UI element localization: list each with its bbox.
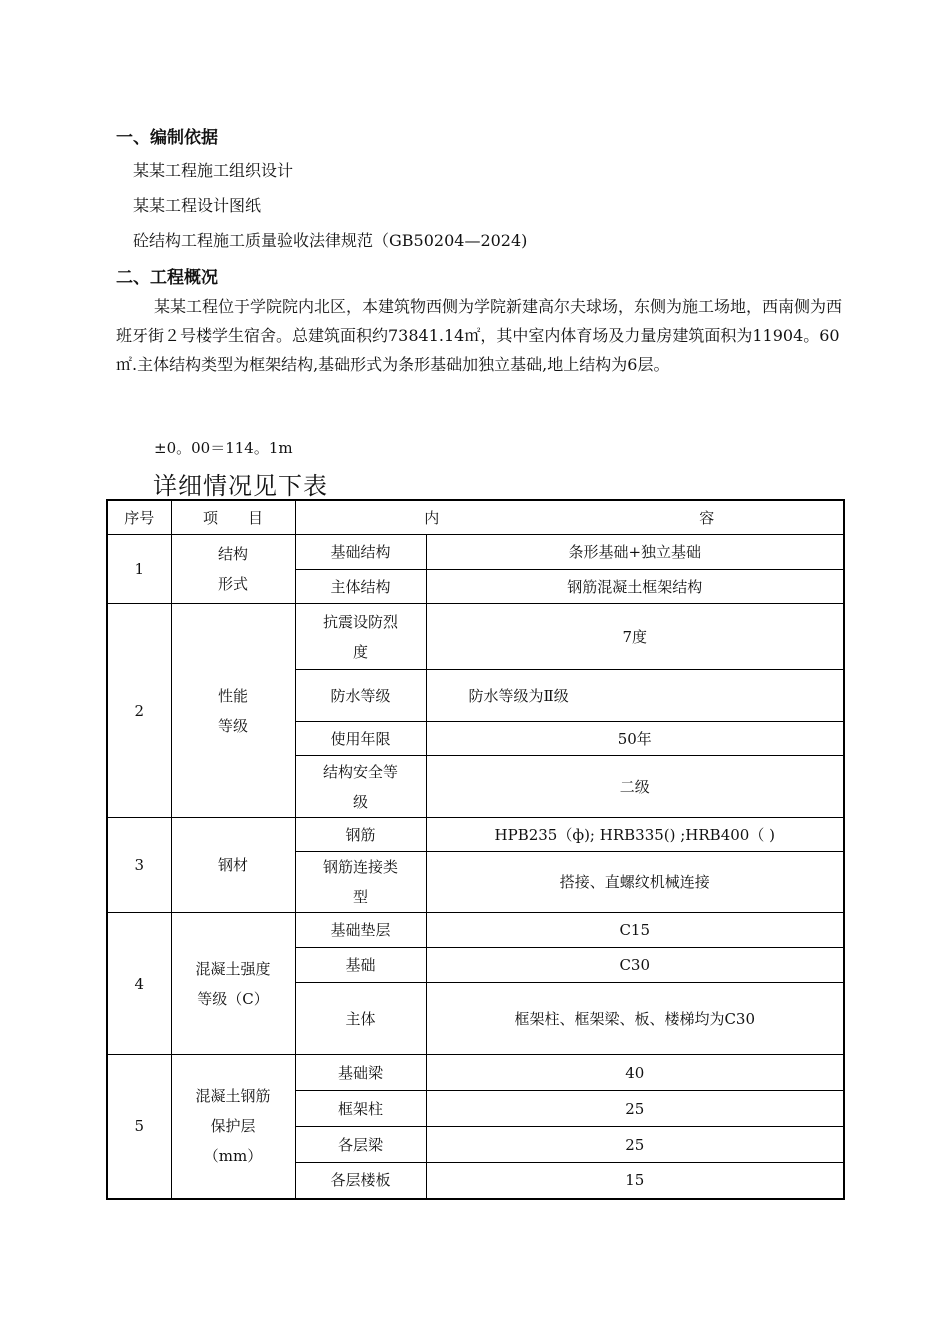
- sub-item-name-line: 度: [352, 642, 368, 661]
- sub-item-name: [295, 1163, 426, 1199]
- table-caption: 详细情况见下表: [153, 472, 328, 500]
- sub-item-value: 条形基础+独立基础: [426, 535, 844, 570]
- row-number: 5: [107, 1055, 171, 1199]
- overview-text: 某某工程位于学院院内北区，本建筑物西侧为学院新建高尔夫球场，东侧为施工场地，西南侧为西班牙街２号楼学生宿舍。总建筑面积约73841.14㎡，其中室内体育场及力量房建筑面积为11904。60㎡.主体结构类型为框架结构,基础形式为条形基础加独立基础,地上结构为6层。: [116, 297, 843, 374]
- category-line: 性能: [217, 686, 248, 705]
- sub-item-name-line: 钢筋连接类: [322, 858, 398, 876]
- sub-item-value: 防水等级为Ⅱ级: [426, 670, 844, 722]
- category-line: 形式: [217, 575, 248, 593]
- table-row: [107, 913, 844, 948]
- table-row: [107, 818, 844, 852]
- sub-item-name: [295, 570, 426, 604]
- sub-item-value: 25: [426, 1091, 844, 1127]
- overview-heading: 二、工程概况: [116, 268, 218, 288]
- basis-heading: 一、编制依据: [116, 128, 218, 148]
- table-row: [107, 604, 844, 670]
- sub-item-name: [295, 948, 426, 983]
- sub-item-value: HPB235（ф); HRB335() ;HRB400（ ): [426, 818, 844, 852]
- sub-item-name: [295, 722, 426, 756]
- sub-item-name-line: 抗震设防烈: [322, 612, 398, 631]
- sub-item-name: [295, 535, 426, 570]
- sub-item-name: [295, 1127, 426, 1163]
- category-line: 混凝土钢筋: [195, 1087, 271, 1106]
- sub-item-name: [295, 983, 426, 1055]
- sub-item-name-line: 主体: [345, 1009, 376, 1028]
- sub-item-value: 40: [426, 1055, 844, 1091]
- sub-item-value: 搭接、直螺纹机械连接: [426, 852, 844, 913]
- sub-item-name: [295, 818, 426, 852]
- sub-item-name-line: 框架柱: [337, 1099, 383, 1118]
- row-number: 1: [107, 535, 171, 604]
- sub-item-name: [295, 1091, 426, 1127]
- sub-item-value: 50年: [426, 722, 844, 756]
- category-line: 钢材: [217, 856, 248, 874]
- sub-item-name-line: 基础结构: [330, 543, 391, 561]
- sub-item-name-line: 各层楼板: [330, 1171, 391, 1190]
- row-category: [171, 1055, 295, 1199]
- sub-item-value: C30: [426, 948, 844, 983]
- sub-item-value: 25: [426, 1127, 844, 1163]
- sub-item-value: 钢筋混凝土框架结构: [426, 570, 844, 604]
- category-line: （mm）: [203, 1147, 263, 1166]
- sub-item-name-line: 基础: [345, 956, 376, 974]
- category-line: 等级: [217, 716, 248, 735]
- sub-item-name-line: 各层梁: [337, 1135, 383, 1154]
- sub-item-value: 15: [426, 1163, 844, 1199]
- sub-item-name: [295, 1055, 426, 1091]
- basis-item: 某某工程施工组织设计: [133, 161, 294, 180]
- sub-item-name: [295, 852, 426, 913]
- row-category: [171, 535, 295, 604]
- header-no: 序号: [107, 500, 171, 535]
- sub-item-name: [295, 604, 426, 670]
- sub-item-value: 二级: [426, 756, 844, 818]
- basis-item: 砼结构工程施工质量验收法律规范（GB50204—2024): [133, 231, 528, 250]
- row-number: 3: [107, 818, 171, 913]
- header-content: [295, 500, 844, 535]
- category-line: 混凝土强度: [195, 959, 271, 978]
- sub-item-name-line: 级: [352, 792, 368, 811]
- table-row: [107, 535, 844, 570]
- row-number: 2: [107, 604, 171, 818]
- row-category: [171, 604, 295, 818]
- overview-paragraph: [116, 292, 846, 379]
- sub-item-name: [295, 913, 426, 948]
- sub-item-value: C15: [426, 913, 844, 948]
- elevation-note: ±0。00＝114。1m: [154, 439, 293, 457]
- basis-item: 某某工程设计图纸: [133, 196, 262, 215]
- sub-item-name-line: 防水等级: [330, 686, 391, 705]
- header-item: 项 目: [171, 500, 295, 535]
- category-line: 保护层: [210, 1117, 256, 1136]
- sub-item-value: 7度: [426, 604, 844, 670]
- header-content-b: 容: [699, 508, 715, 527]
- sub-item-name-line: 基础梁: [337, 1063, 383, 1082]
- sub-item-name-line: 型: [352, 888, 368, 906]
- row-category: [171, 913, 295, 1055]
- row-category: [171, 818, 295, 913]
- category-line: 等级（C）: [197, 989, 269, 1008]
- header-content-a: 内: [424, 508, 440, 527]
- sub-item-name-line: 主体结构: [330, 577, 391, 596]
- row-number: 4: [107, 913, 171, 1055]
- sub-item-name-line: 钢筋: [345, 825, 376, 844]
- sub-item-name-line: 使用年限: [330, 729, 391, 748]
- table-row: [107, 1055, 844, 1091]
- sub-item-name-line: 基础垫层: [330, 921, 391, 939]
- sub-item-value: 框架柱、框架梁、板、楼梯均为C30: [426, 983, 844, 1055]
- sub-item-name-line: 结构安全等: [322, 762, 398, 781]
- sub-item-name: [295, 756, 426, 818]
- sub-item-name: [295, 670, 426, 722]
- category-line: 结构: [217, 545, 248, 563]
- project-details-table: [106, 499, 845, 1200]
- table-header-row: [107, 500, 844, 535]
